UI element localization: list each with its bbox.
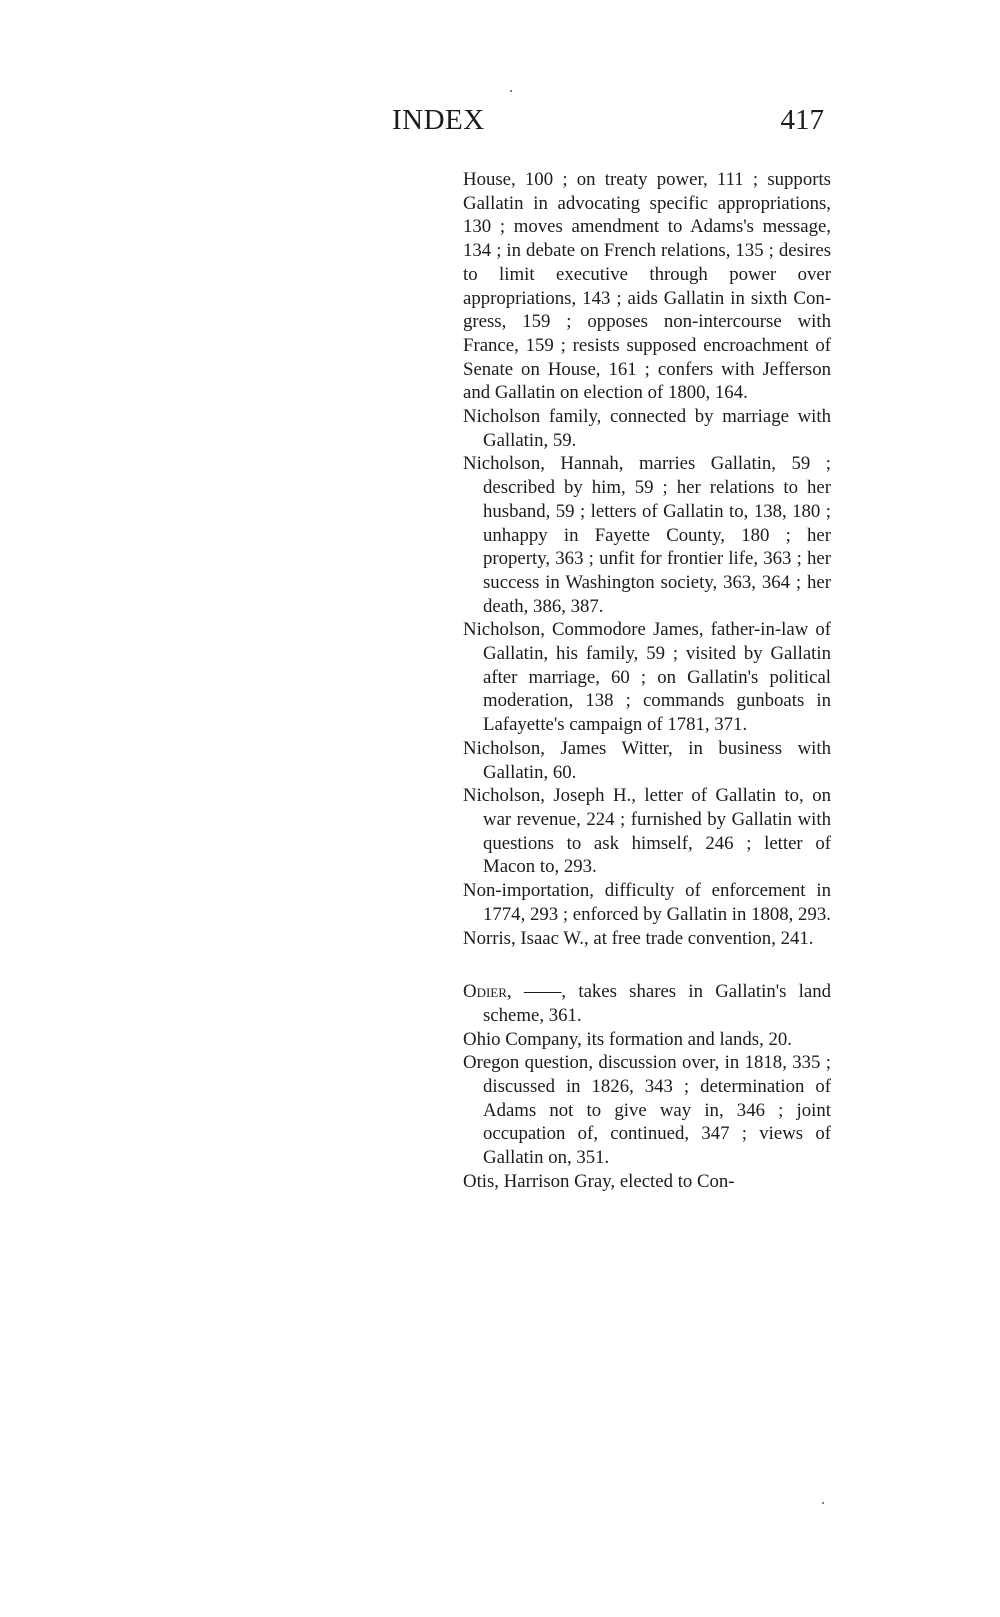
entry-text: House, 100 ; on treaty power, 111 ; supports Gallatin in advocating specific appropriations, 130 ; moves amendment to Adams's message, 134 ; in debate on French relations, 135 ; desires to limit executive through power over appropriations, 143 ; aids Gallatin in sixth Congress, 159 ; opposes non-intercourse with France, 159 ; resists supposed encroachment of Senate on House, 161 ; confers with Jefferson and Gallatin on election of 1800, 164.	[463, 169, 831, 404]
index-entry	[463, 784, 831, 879]
page-number: 417	[780, 104, 824, 136]
index-entry	[463, 1028, 831, 1052]
running-header	[392, 104, 824, 148]
index-entries	[463, 168, 831, 1194]
index-entry	[463, 405, 831, 452]
entry-text: Nicholson, Hannah, marries Gallatin, 59 ; described by him, 59 ; her relations to her husband, 59 ; letters of Gallatin to, 138, 180 ; unhappy in Fayette County, 180 ; her property, 363 ; unfit for frontier life, 363 ; her success in Washington society, 363, 364 ; her death, 386, 387.	[463, 453, 831, 617]
entry-text: Ohio Company, its formation and lands, 20.	[463, 1028, 792, 1050]
index-entry	[463, 452, 831, 618]
index-entry	[463, 980, 831, 1027]
index-entry	[463, 879, 831, 926]
index-entry-continued	[463, 168, 831, 405]
index-entry	[463, 737, 831, 784]
entry-text: Nicholson, Commodore James, father-in-law of Gallatin, his family, 59 ; visited by Gallatin after marriage, 60 ; on Gallatin's political moderation, 138 ; commands gunboats in Lafayette's campaign of 1781, 371.	[463, 619, 831, 736]
entry-text: Non-importation, difficulty of enforcement in 1774, 293 ; enforced by Gallatin in 1808, 293.	[463, 880, 831, 925]
print-speck	[510, 90, 512, 92]
running-title: INDEX	[392, 104, 485, 136]
index-entry	[463, 1170, 831, 1194]
entry-text: Otis, Harrison Gray, elected to Con-	[463, 1170, 735, 1192]
index-entry	[463, 927, 831, 951]
entry-text: , ——, takes shares in Gallatin's land scheme, 361.	[483, 981, 831, 1026]
entry-text: Oregon question, discussion over, in 1818, 335 ; discussed in 1826, 343 ; determination of Adams not to give way in, 346 ; joint occupation of, continued, 347 ; views of Gallatin on, 351.	[463, 1052, 831, 1169]
entry-text: Nicholson, James Witter, in business with Gallatin, 60.	[463, 737, 831, 783]
entry-text: Norris, Isaac W., at free trade convention, 241.	[463, 927, 814, 949]
print-speck	[822, 1502, 824, 1504]
entry-term: Odier	[463, 981, 507, 1003]
entry-text: Nicholson family, connected by marriage with Gallatin, 59.	[463, 406, 831, 451]
index-entry	[463, 618, 831, 737]
entry-text: Nicholson, Joseph H., letter of Gallatin to, on war revenue, 224 ; furnished by Gallatin with questions to ask himself, 246 ; letter of Macon to, 293.	[463, 785, 831, 878]
letter-section-gap	[463, 950, 831, 980]
index-entry	[463, 1051, 831, 1170]
